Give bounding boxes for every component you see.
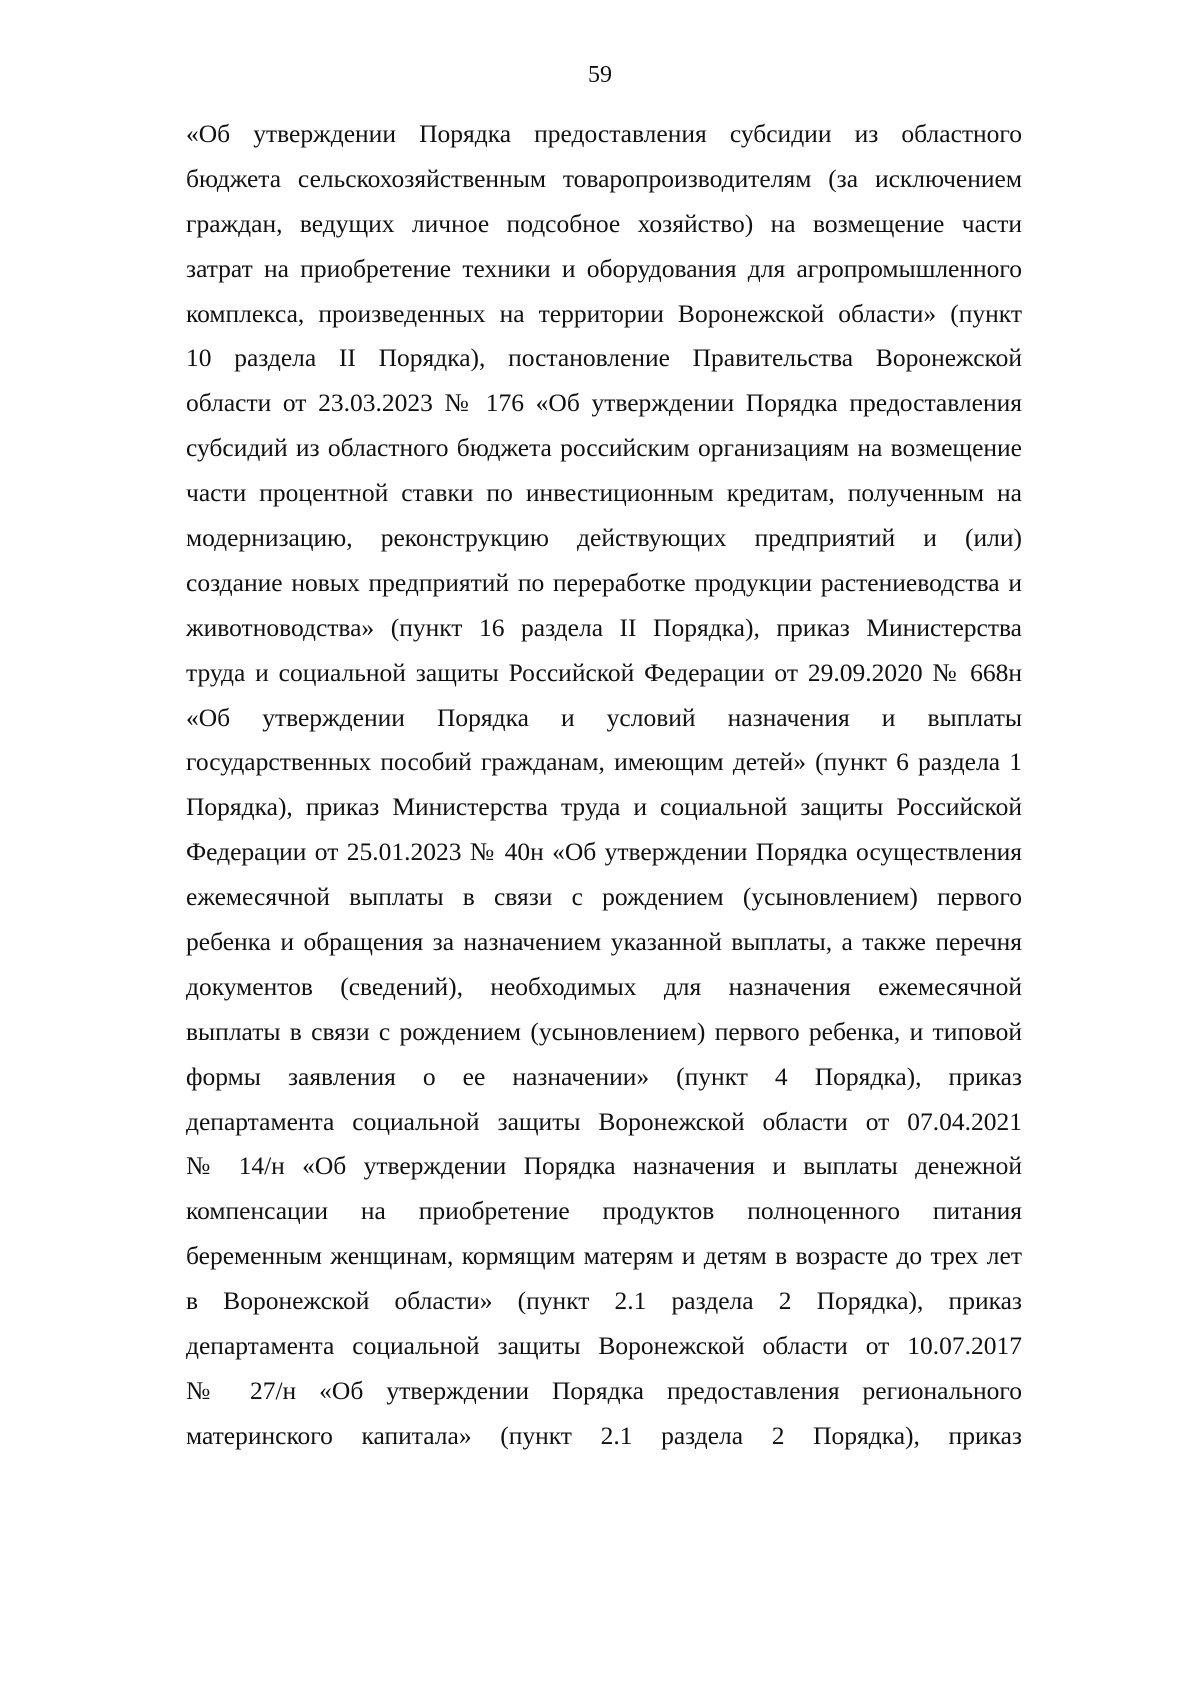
text-line: животноводства» (пункт 16 раздела II Порядка), приказ Министерства (186, 612, 1022, 642)
text-line: «Об утверждении Порядка предоставления субсидии из областного (186, 119, 1022, 148)
text-line: затрат на приобретение техники и оборудования для агропромышленного (186, 253, 1022, 283)
text-line: ребенка и обращения за назначением указанной выплаты, а также перечня (186, 927, 1022, 957)
text-line: 10 раздела II Порядка), постановление Правительства Воронежской (186, 343, 1022, 373)
text-line: труда и социальной защиты Российской Федерации от 29.09.2020 № 668н (186, 657, 1022, 687)
page-number: 59 (588, 62, 612, 88)
text-line: № 14/н «Об утверждении Порядка назначения и выплаты денежной (186, 1151, 1022, 1181)
text-line: комплекса, произведенных на территории Воронежской области» (пункт (186, 298, 1022, 328)
text-line: бюджета сельскохозяйственным товаропроизводителям (за исключением (186, 163, 1022, 193)
text-line: создание новых предприятий по переработке продукции растениеводства и (186, 567, 1022, 597)
text-line: модернизацию, реконструкцию действующих предприятий и (или) (186, 523, 1022, 553)
text-line: № 27/н «Об утверждении Порядка предоставления регионального (186, 1375, 1022, 1405)
text-line: документов (сведений), необходимых для назначения ежемесячной (186, 971, 1022, 1001)
text-line: части процентной ставки по инвестиционным кредитам, полученным на (186, 478, 1022, 508)
text-line: «Об утверждении Порядка и условий назначения и выплаты (186, 702, 1022, 732)
text-line: Порядка), приказ Министерства труда и социальной защиты Российской (186, 792, 1022, 822)
text-line: государственных пособий гражданам, имеющим детей» (пункт 6 раздела 1 (186, 747, 1022, 777)
text-line: в Воронежской области» (пункт 2.1 раздела 2 Порядка), приказ (186, 1286, 1022, 1316)
text-line: компенсации на приобретение продуктов полноценного питания (186, 1196, 1022, 1226)
text-line: формы заявления о ее назначении» (пункт 4 Порядка), приказ (186, 1061, 1022, 1091)
text-line: беременным женщинам, кормящим матерям и детям в возрасте до трех лет (186, 1241, 1022, 1271)
text-line: Федерации от 25.01.2023 № 40н «Об утверждении Порядка осуществления (186, 837, 1022, 867)
text-line: департамента социальной защиты Воронежской области от 07.04.2021 (186, 1106, 1022, 1136)
text-line: ежемесячной выплаты в связи с рождением (усыновлением) первого (186, 882, 1022, 912)
text-line: материнского капитала» (пункт 2.1 раздела 2 Порядка), приказ (186, 1420, 1022, 1450)
document-body (186, 112, 1022, 1459)
text-line: области от 23.03.2023 № 176 «Об утверждении Порядка предоставления (186, 388, 1022, 418)
text-line: граждан, ведущих личное подсобное хозяйство) на возмещение части (186, 208, 1022, 238)
text-line: субсидий из областного бюджета российским организациям на возмещение (186, 433, 1022, 463)
text-line: выплаты в связи с рождением (усыновлением) первого ребенка, и типовой (186, 1016, 1022, 1046)
text-line: департамента социальной защиты Воронежской области от 10.07.2017 (186, 1331, 1022, 1361)
